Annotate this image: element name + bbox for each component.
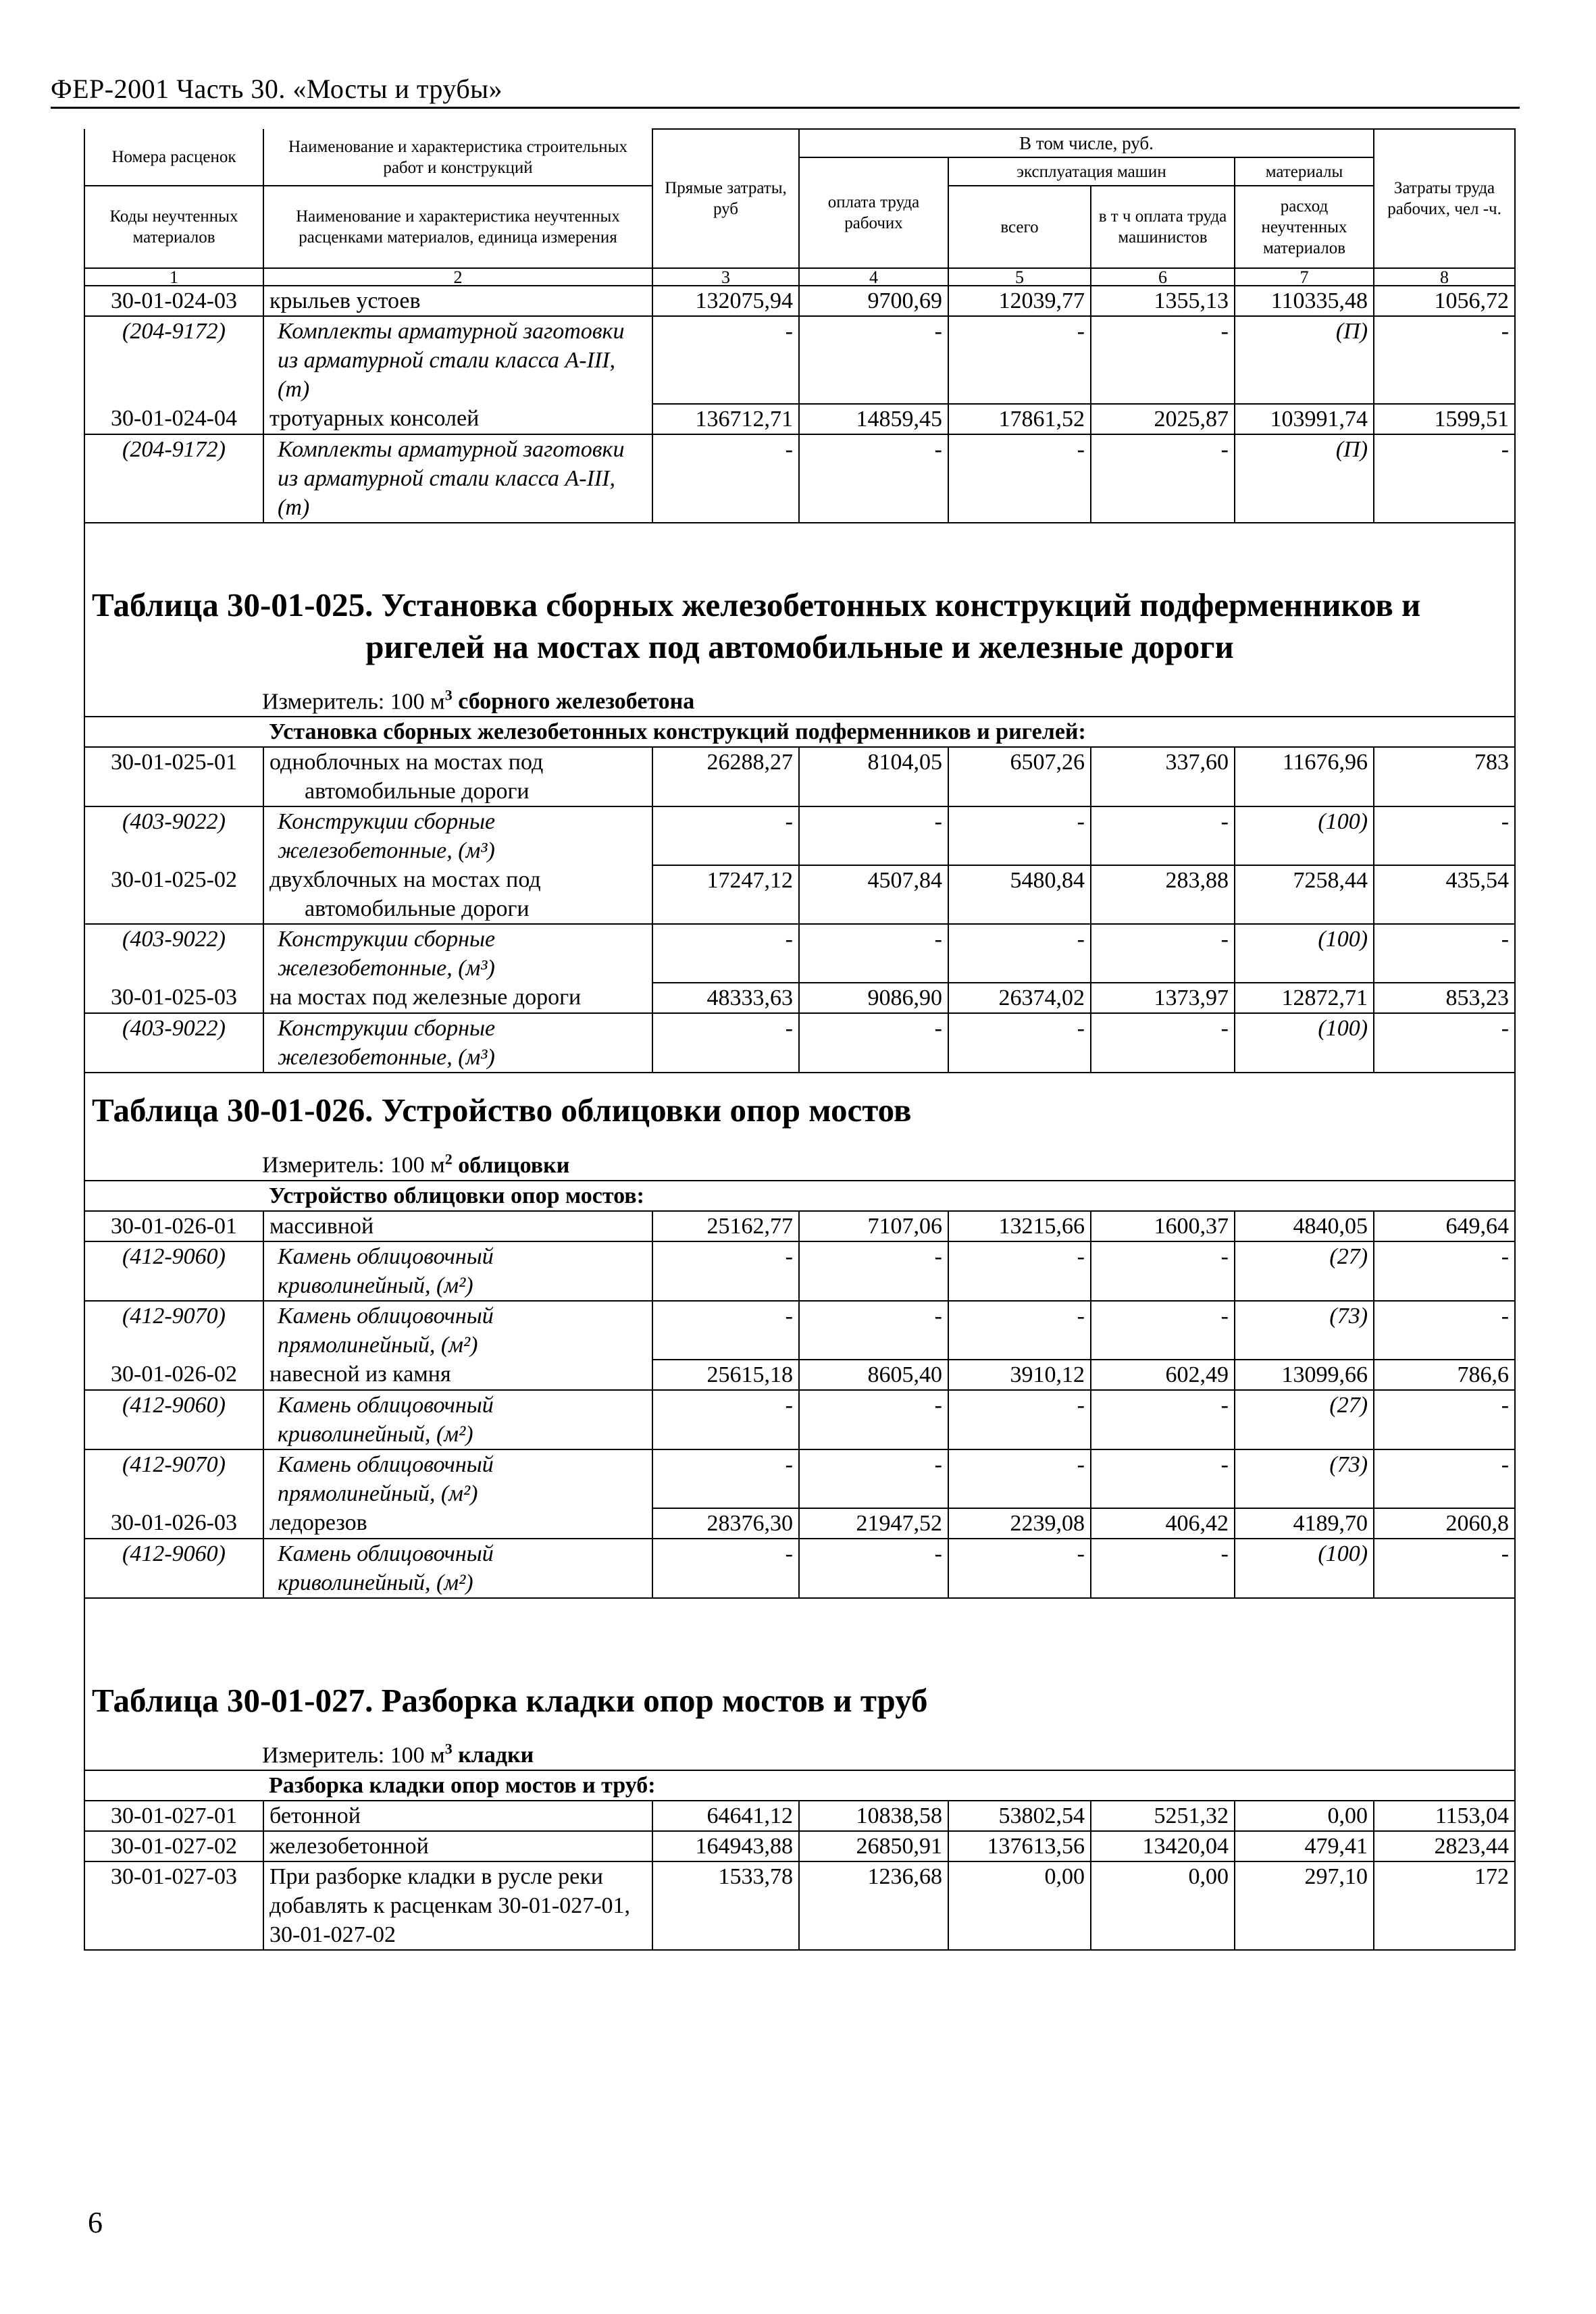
rate-row <box>84 1360 1515 1390</box>
material-code: (403-9022) <box>84 1013 263 1073</box>
value-cell: 479,41 <box>1235 1831 1374 1861</box>
value-cell: 1599,51 <box>1374 404 1515 434</box>
material-name: Камень облицовочный прямолинейный, (м²) <box>263 1449 652 1508</box>
value-cell: 4507,84 <box>799 865 948 924</box>
material-value-cell: (73) <box>1235 1449 1374 1508</box>
material-row <box>84 1301 1515 1360</box>
value-cell: 2239,08 <box>948 1508 1091 1539</box>
rate-code: 30-01-027-03 <box>84 1861 263 1950</box>
rate-name: бетонной <box>263 1801 652 1831</box>
value-cell: 137613,56 <box>948 1831 1091 1861</box>
material-value-cell: - <box>1374 1013 1515 1073</box>
rate-code: 30-01-024-03 <box>84 286 263 316</box>
material-value-cell: (100) <box>1235 806 1374 865</box>
material-value-cell: - <box>1374 1301 1515 1360</box>
value-cell: 4840,05 <box>1235 1211 1374 1241</box>
material-name: Конструкции сборные железобетонные, (м³) <box>263 806 652 865</box>
material-value-cell: - <box>1374 1390 1515 1449</box>
material-value-cell: - <box>1374 316 1515 404</box>
value-cell: 786,6 <box>1374 1360 1515 1390</box>
material-code: (412-9060) <box>84 1390 263 1449</box>
material-row <box>84 316 1515 404</box>
material-value-cell: - <box>799 1013 948 1073</box>
material-value-cell: - <box>799 1301 948 1360</box>
value-cell: 7107,06 <box>799 1211 948 1241</box>
value-cell: 10838,58 <box>799 1801 948 1831</box>
value-cell: 1236,68 <box>799 1861 948 1950</box>
material-value-cell: - <box>1374 434 1515 523</box>
col-machines-total: всего <box>948 186 1091 268</box>
col-including: В том числе, руб. <box>799 129 1374 157</box>
value-cell: 13099,66 <box>1235 1360 1374 1390</box>
value-cell: 1056,72 <box>1374 286 1515 316</box>
rate-code: 30-01-026-03 <box>84 1508 263 1539</box>
rate-name: железобетонной <box>263 1831 652 1861</box>
value-cell: 64641,12 <box>652 1801 799 1831</box>
material-value-cell: - <box>799 924 948 983</box>
material-value-cell: - <box>652 924 799 983</box>
value-cell: 6507,26 <box>948 747 1091 806</box>
column-number: 8 <box>1374 268 1515 286</box>
value-cell: 283,88 <box>1091 865 1235 924</box>
value-cell: 1600,37 <box>1091 1211 1235 1241</box>
material-value-cell: - <box>652 434 799 523</box>
value-cell: 4189,70 <box>1235 1508 1374 1539</box>
rate-name: ледорезов <box>263 1508 652 1539</box>
value-cell: 48333,63 <box>652 983 799 1013</box>
measure-line: Измеритель: 100 $м^2$ облицовки <box>262 1150 570 1178</box>
table-title: Таблица 30-01-027. Разборка кладки опор мостов и труб <box>92 1681 928 1719</box>
rate-row <box>84 865 1515 924</box>
value-cell: 11676,96 <box>1235 747 1374 806</box>
material-code: (412-9060) <box>84 1539 263 1598</box>
value-cell: 649,64 <box>1374 1211 1515 1241</box>
material-value-cell: - <box>948 806 1091 865</box>
material-value-cell: - <box>799 1241 948 1301</box>
material-name: Конструкции сборные железобетонные, (м³) <box>263 1013 652 1073</box>
material-value-cell: - <box>652 1241 799 1301</box>
value-cell: 14859,45 <box>799 404 948 434</box>
material-value-cell: - <box>1374 1449 1515 1508</box>
material-value-cell: - <box>652 1013 799 1073</box>
material-value-cell: - <box>1374 806 1515 865</box>
material-code: (403-9022) <box>84 806 263 865</box>
material-value-cell: - <box>652 1301 799 1360</box>
value-cell: 28376,30 <box>652 1508 799 1539</box>
material-name: Комплекты арматурной заготовки из арматурной стали класса А-III, (т) <box>263 434 652 523</box>
material-value-cell: - <box>799 806 948 865</box>
material-row <box>84 1449 1515 1508</box>
rate-name: на мостах под железные дороги <box>263 983 652 1013</box>
rate-code: 30-01-024-04 <box>84 404 263 434</box>
rate-row <box>84 286 1515 316</box>
col-work-name: Наименование и характеристика строительных работ и конструкций <box>263 129 652 186</box>
value-cell: 2025,87 <box>1091 404 1235 434</box>
material-code: (204-9172) <box>84 316 263 404</box>
col-worker-pay: оплата труда рабочих <box>799 157 948 268</box>
rate-name: одноблочных на мостах под автомобильные дороги <box>263 747 652 806</box>
page-number: 6 <box>88 2206 103 2239</box>
value-cell: 853,23 <box>1374 983 1515 1013</box>
value-cell: 0,00 <box>1091 1861 1235 1950</box>
rate-name: навесной из камня <box>263 1360 652 1390</box>
rate-code: 30-01-026-02 <box>84 1360 263 1390</box>
value-cell: 136712,71 <box>652 404 799 434</box>
material-value-cell: - <box>652 806 799 865</box>
col-materials-name: Наименование и характеристика неучтенных расценками материалов, единица измерения <box>263 186 652 268</box>
material-value-cell: - <box>948 1449 1091 1508</box>
material-value-cell: - <box>948 924 1091 983</box>
material-value-cell: - <box>948 1241 1091 1301</box>
value-cell: 602,49 <box>1091 1360 1235 1390</box>
value-cell: 164943,88 <box>652 1831 799 1861</box>
rate-name: При разборке кладки в русле реки добавлять к расценкам 30-01-027-01, 30-01-027-02 <box>263 1861 652 1950</box>
material-value-cell: - <box>1091 1013 1235 1073</box>
value-cell: 9086,90 <box>799 983 948 1013</box>
value-cell: 8605,40 <box>799 1360 948 1390</box>
column-number: 4 <box>799 268 948 286</box>
value-cell: 1373,97 <box>1091 983 1235 1013</box>
page-header-title: ФЕР-2001 Часть 30. «Мосты и трубы» <box>51 74 503 104</box>
material-value-cell: - <box>1374 1539 1515 1598</box>
value-cell: 1355,13 <box>1091 286 1235 316</box>
value-cell: 5480,84 <box>948 865 1091 924</box>
column-number: 6 <box>1091 268 1235 286</box>
material-row <box>84 434 1515 523</box>
material-name: Камень облицовочный криволинейный, (м²) <box>263 1390 652 1449</box>
rate-row <box>84 1831 1515 1861</box>
material-value-cell: - <box>799 1390 948 1449</box>
value-cell: 7258,44 <box>1235 865 1374 924</box>
rate-code: 30-01-025-03 <box>84 983 263 1013</box>
material-name: Камень облицовочный криволинейный, (м²) <box>263 1241 652 1301</box>
value-cell: 2060,8 <box>1374 1508 1515 1539</box>
material-value-cell: (100) <box>1235 924 1374 983</box>
column-number: 1 <box>84 268 263 286</box>
material-value-cell: - <box>1091 434 1235 523</box>
value-cell: 337,60 <box>1091 747 1235 806</box>
material-value-cell: - <box>948 1539 1091 1598</box>
rate-row <box>84 1211 1515 1241</box>
col-materials-use: расход неучтенных материалов <box>1235 186 1374 268</box>
material-value-cell: (27) <box>1235 1241 1374 1301</box>
column-number: 3 <box>652 268 799 286</box>
value-cell: 783 <box>1374 747 1515 806</box>
material-value-cell: - <box>1091 1301 1235 1360</box>
col-codes: Коды неучтенных материалов <box>84 186 263 268</box>
measure-line: Измеритель: 100 $м^3$ сборного железобетона <box>262 687 695 715</box>
column-number: 2 <box>263 268 652 286</box>
col-rate-number: Номера расценок <box>84 129 263 186</box>
value-cell: 26850,91 <box>799 1831 948 1861</box>
material-value-cell: (П) <box>1235 316 1374 404</box>
material-value-cell: - <box>1091 924 1235 983</box>
value-cell: 1533,78 <box>652 1861 799 1950</box>
value-cell: 3910,12 <box>948 1360 1091 1390</box>
header-rule <box>51 107 1520 109</box>
material-value-cell: - <box>1091 1539 1235 1598</box>
col-labor: Затраты труда рабочих, чел -ч. <box>1374 129 1515 268</box>
value-cell: 435,54 <box>1374 865 1515 924</box>
table-title-line-2: ригелей на мостах под автомобильные и железные дороги <box>365 628 1234 665</box>
material-value-cell: - <box>948 1390 1091 1449</box>
material-value-cell: - <box>948 1301 1091 1360</box>
material-value-cell: - <box>799 434 948 523</box>
material-value-cell: - <box>1374 924 1515 983</box>
value-cell: 103991,74 <box>1235 404 1374 434</box>
material-value-cell: - <box>1091 316 1235 404</box>
value-cell: 25615,18 <box>652 1360 799 1390</box>
material-value-cell: (П) <box>1235 434 1374 523</box>
material-value-cell: - <box>799 1449 948 1508</box>
value-cell: 1153,04 <box>1374 1801 1515 1831</box>
rate-code: 30-01-027-01 <box>84 1801 263 1831</box>
material-code: (412-9070) <box>84 1301 263 1360</box>
rate-row <box>84 1801 1515 1831</box>
value-cell: 110335,48 <box>1235 286 1374 316</box>
material-name: Камень облицовочный прямолинейный, (м²) <box>263 1301 652 1360</box>
value-cell: 172 <box>1374 1861 1515 1950</box>
material-code: (204-9172) <box>84 434 263 523</box>
col-machines: эксплуатация машин <box>948 157 1235 186</box>
value-cell: 25162,77 <box>652 1211 799 1241</box>
material-row <box>84 1241 1515 1301</box>
material-value-cell: (27) <box>1235 1390 1374 1449</box>
group-heading: Разборка кладки опор мостов и труб: <box>263 1770 1515 1801</box>
value-cell: 9700,69 <box>799 286 948 316</box>
value-cell: 0,00 <box>948 1861 1091 1950</box>
rates-table <box>84 128 1516 1951</box>
rate-row <box>84 1508 1515 1539</box>
material-value-cell: - <box>652 316 799 404</box>
material-value-cell: - <box>1091 1449 1235 1508</box>
material-value-cell: - <box>1091 1241 1235 1301</box>
value-cell: 12872,71 <box>1235 983 1374 1013</box>
material-value-cell: - <box>799 1539 948 1598</box>
material-name: Комплекты арматурной заготовки из арматурной стали класса А-III, (т) <box>263 316 652 404</box>
value-cell: 13420,04 <box>1091 1831 1235 1861</box>
rate-code: 30-01-025-02 <box>84 865 263 924</box>
value-cell: 2823,44 <box>1374 1831 1515 1861</box>
col-direct-costs: Прямые затраты, руб <box>652 129 799 268</box>
value-cell: 406,42 <box>1091 1508 1235 1539</box>
value-cell: 17861,52 <box>948 404 1091 434</box>
col-machinist-pay: в т ч оплата труда машинистов <box>1091 186 1235 268</box>
rate-name: тротуарных консолей <box>263 404 652 434</box>
material-name: Камень облицовочный криволинейный, (м²) <box>263 1539 652 1598</box>
material-value-cell: - <box>1091 806 1235 865</box>
material-value-cell: - <box>948 316 1091 404</box>
material-row <box>84 1390 1515 1449</box>
value-cell: 26288,27 <box>652 747 799 806</box>
col-materials: материалы <box>1235 157 1374 186</box>
value-cell: 13215,66 <box>948 1211 1091 1241</box>
rate-code: 30-01-026-01 <box>84 1211 263 1241</box>
rate-code: 30-01-025-01 <box>84 747 263 806</box>
material-value-cell: - <box>1091 1390 1235 1449</box>
rate-code: 30-01-027-02 <box>84 1831 263 1861</box>
material-value-cell: (100) <box>1235 1539 1374 1598</box>
value-cell: 12039,77 <box>948 286 1091 316</box>
value-cell: 0,00 <box>1235 1801 1374 1831</box>
value-cell: 53802,54 <box>948 1801 1091 1831</box>
material-row <box>84 924 1515 983</box>
rate-row <box>84 1861 1515 1950</box>
material-value-cell: - <box>948 434 1091 523</box>
value-cell: 132075,94 <box>652 286 799 316</box>
material-value-cell: (100) <box>1235 1013 1374 1073</box>
material-value-cell: - <box>799 316 948 404</box>
material-code: (412-9060) <box>84 1241 263 1301</box>
value-cell: 5251,32 <box>1091 1801 1235 1831</box>
material-value-cell: - <box>652 1390 799 1449</box>
measure-line: Измеритель: 100 $м^3$ кладки <box>262 1740 534 1768</box>
material-name: Конструкции сборные железобетонные, (м³) <box>263 924 652 983</box>
value-cell: 17247,12 <box>652 865 799 924</box>
material-row <box>84 806 1515 865</box>
rate-name: двухблочных на мостах под автомобильные дороги <box>263 865 652 924</box>
value-cell: 21947,52 <box>799 1508 948 1539</box>
table-title: Таблица 30-01-025. Установка сборных железобетонных конструкций подферменников и <box>92 586 1421 623</box>
material-row <box>84 1013 1515 1073</box>
table-title: Таблица 30-01-026. Устройство облицовки опор мостов <box>92 1091 912 1129</box>
material-value-cell: - <box>652 1449 799 1508</box>
rate-name: массивной <box>263 1211 652 1241</box>
group-heading: Устройство облицовки опор мостов: <box>263 1181 1515 1211</box>
material-code: (403-9022) <box>84 924 263 983</box>
material-value-cell: - <box>948 1013 1091 1073</box>
column-number: 5 <box>948 268 1091 286</box>
material-value-cell: - <box>652 1539 799 1598</box>
value-cell: 8104,05 <box>799 747 948 806</box>
material-value-cell: (73) <box>1235 1301 1374 1360</box>
column-number: 7 <box>1235 268 1374 286</box>
value-cell: 26374,02 <box>948 983 1091 1013</box>
rate-row <box>84 983 1515 1013</box>
material-value-cell: - <box>1374 1241 1515 1301</box>
rate-row <box>84 747 1515 806</box>
material-code: (412-9070) <box>84 1449 263 1508</box>
rate-name: крыльев устоев <box>263 286 652 316</box>
group-heading: Установка сборных железобетонных конструкций подферменников и ригелей: <box>263 717 1515 747</box>
material-row <box>84 1539 1515 1598</box>
value-cell: 297,10 <box>1235 1861 1374 1950</box>
rate-row <box>84 404 1515 434</box>
